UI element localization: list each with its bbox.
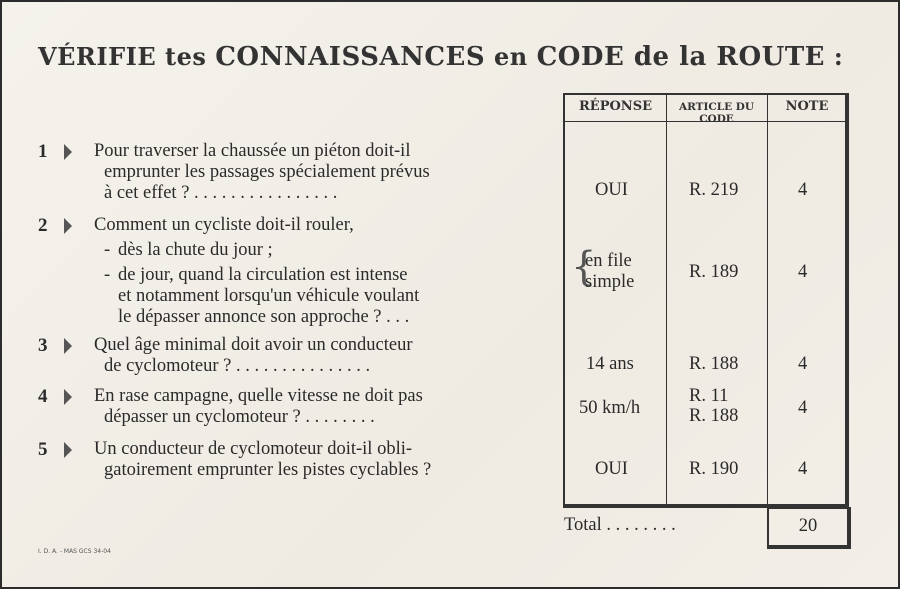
total-value: 20 — [798, 516, 818, 536]
page-title — [38, 42, 843, 72]
answer-cell: OUI — [595, 459, 628, 479]
question-line: gatoirement emprunter les pistes cyclables ? — [104, 460, 432, 480]
triangle-bullet-icon — [64, 144, 72, 160]
question-number: 3 — [38, 335, 48, 356]
title-part: en — [485, 42, 537, 71]
header-note: NOTE — [785, 99, 829, 114]
triangle-bullet-icon — [64, 442, 72, 458]
triangle-bullet-icon — [64, 218, 72, 234]
answer-cell: en file — [585, 251, 632, 271]
article-cell: R. 219 — [689, 180, 739, 200]
question-bullet: - de jour, quand la circulation est intense et notamment lorsqu'un véhicule voulant le dépasser annonce son approche ? . . . — [104, 265, 528, 328]
note-cell: 4 — [798, 398, 808, 418]
answer-cell: simple — [585, 272, 635, 292]
brace-mark: { — [571, 244, 597, 290]
question-line: dépasser un cyclomoteur ? . . . . . . . . — [104, 407, 375, 427]
header-article: ARTICLE DU CODE — [678, 101, 755, 125]
column-divider — [666, 95, 667, 504]
question-5 — [38, 439, 528, 481]
question-2 — [38, 215, 528, 328]
bullet-line: et notamment lorsqu'un véhicule voulant — [118, 286, 420, 306]
question-line: à cet effet ? . . . . . . . . . . . . . . . . — [104, 183, 338, 203]
bullet-line: de jour, quand la circulation est intense — [118, 265, 408, 285]
question-line: emprunter les passages spécialement prévus — [104, 162, 430, 182]
answer-cell: 50 km/h — [579, 398, 641, 418]
question-line: de cyclomoteur ? . . . . . . . . . . . . . . . — [104, 356, 371, 376]
answer-cell: 14 ans — [586, 354, 634, 374]
note-cell: 4 — [798, 180, 808, 200]
answer-cell: OUI — [595, 180, 628, 200]
note-cell: 4 — [798, 262, 808, 282]
bullet-line: le dépasser annonce son approche ? . . . — [118, 307, 410, 327]
note-cell: 4 — [798, 354, 808, 374]
title-part: VÉRIFIE tes — [38, 42, 216, 71]
question-line: Comment un cycliste doit-il rouler, — [94, 215, 354, 235]
triangle-bullet-icon — [64, 338, 72, 354]
article-cell: R. 188 — [689, 406, 739, 426]
question-number: 1 — [38, 141, 48, 162]
total-box — [767, 507, 851, 549]
question-number: 5 — [38, 439, 48, 460]
printer-imprint: I. D. A. - MAS GCS 34-04 — [38, 548, 111, 555]
article-cell: R. 11 — [689, 386, 729, 406]
question-line: Quel âge minimal doit avoir un conducteur — [94, 335, 413, 355]
answer-table — [563, 93, 849, 508]
title-part: CODE de la ROUTE — [536, 42, 825, 72]
title-part: : — [825, 42, 844, 71]
article-cell: R. 188 — [689, 354, 739, 374]
total-label: Total . . . . . . . . — [564, 515, 676, 535]
bullet-line: dès la chute du jour ; — [118, 240, 273, 260]
question-4 — [38, 386, 528, 428]
question-line: Un conducteur de cyclomoteur doit-il obli- — [94, 439, 413, 459]
article-cell: R. 189 — [689, 262, 739, 282]
question-line: En rase campagne, quelle vitesse ne doit pas — [94, 386, 423, 406]
article-cell: R. 190 — [689, 459, 739, 479]
header-reponse: RÉPONSE — [579, 99, 652, 114]
question-line: Pour traverser la chaussée un piéton doit-il — [94, 141, 411, 161]
note-cell: 4 — [798, 459, 808, 479]
question-number: 2 — [38, 215, 48, 236]
column-divider — [767, 95, 768, 504]
question-1 — [38, 141, 528, 204]
triangle-bullet-icon — [64, 389, 72, 405]
question-bullet: - dès la chute du jour ; — [104, 240, 273, 260]
title-part: CONNAISSANCES — [215, 42, 486, 72]
question-3 — [38, 335, 528, 377]
question-number: 4 — [38, 386, 48, 407]
